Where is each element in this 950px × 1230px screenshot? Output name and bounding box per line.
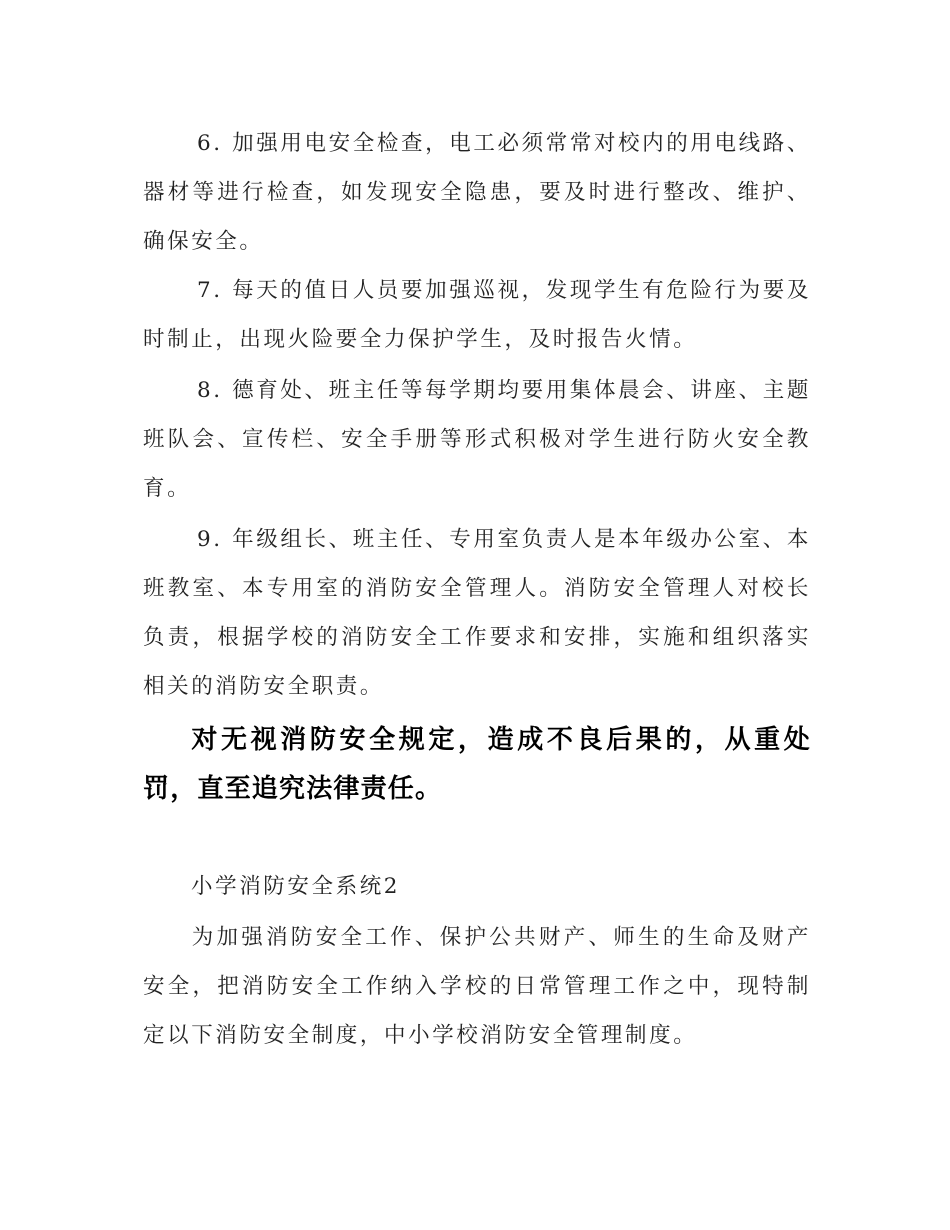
paragraph-text: 9. 年级组长、班主任、专用室负责人是本年级办公室、本班教室、本专用室的消防安全管理人。消防安全管理人对校长负责，根据学校的消防安全工作要求和安排，实施和组织落实相关的消防安全职责。 [143, 527, 811, 699]
paragraph-item-6 [143, 119, 811, 266]
paragraph-item-8 [143, 366, 811, 513]
warning-paragraph [143, 716, 811, 814]
warning-text: 对无视消防安全规定，造成不良后果的，从重处罚，直至追究法律责任。 [143, 725, 811, 804]
paragraph-text: 8. 德育处、班主任等每学期均要用集体晨会、讲座、主题班队会、宣传栏、安全手册等形式积极对学生进行防火安全教育。 [143, 378, 811, 501]
section-title-text: 小学消防安全系统2 [191, 874, 401, 899]
paragraph-text: 6. 加强用电安全检查，电工必须常常对校内的用电线路、器材等进行检查，如发现安全隐患，要及时进行整改、维护、确保安全。 [143, 131, 811, 254]
intro-paragraph [143, 913, 811, 1060]
section-title [143, 862, 811, 911]
intro-text: 为加强消防安全工作、保护公共财产、师生的生命及财产安全，把消防安全工作纳入学校的日常管理工作之中，现特制定以下消防安全制度，中小学校消防安全管理制度。 [143, 925, 811, 1048]
paragraph-text: 7. 每天的值日人员要加强巡视，发现学生有危险行为要及时制止，出现火险要全力保护学生，及时报告火情。 [143, 278, 811, 352]
paragraph-item-7 [143, 266, 811, 364]
paragraph-item-9 [143, 515, 811, 711]
